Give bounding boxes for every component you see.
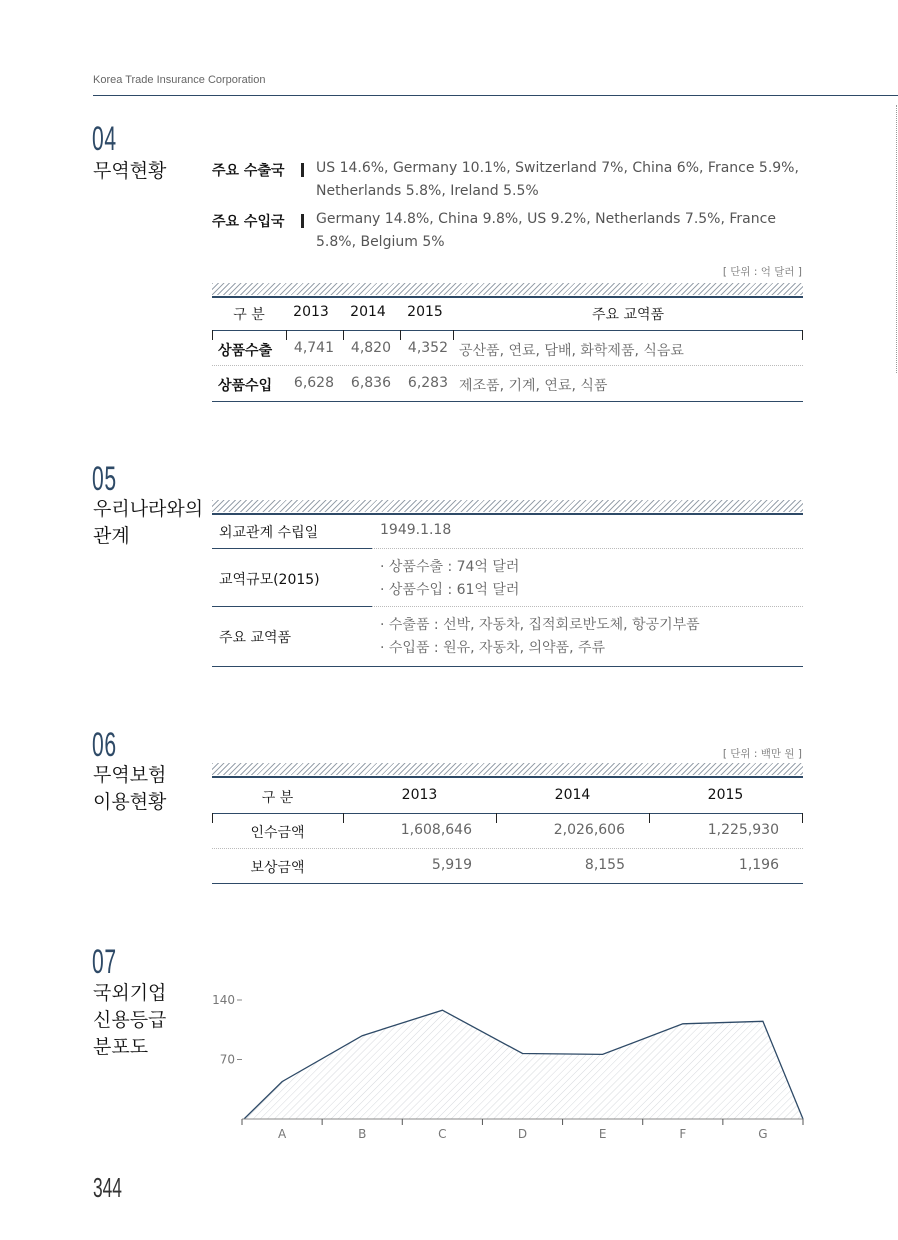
x-axis-category-label: C: [438, 1127, 447, 1141]
table-04-header-category: 구 분: [233, 307, 265, 323]
relation-row2-value: · 상품수출 : 74억 달러 · 상품수입 : 61억 달러: [380, 559, 520, 598]
section-04-title: 무역현황: [93, 160, 167, 182]
section-05-title: 우리나라와의 관계: [93, 498, 204, 547]
relation-row1-value: 1949.1.18: [380, 522, 452, 538]
relation-row3-label: 주요 교역품: [219, 630, 292, 646]
section-04-number: 04: [92, 120, 117, 158]
x-axis-category-label: D: [517, 1127, 528, 1141]
x-axis-category-label: G: [758, 1127, 768, 1141]
table-04-row2-label: 상품수입: [218, 378, 273, 394]
section-06-title: 무역보험 이용현황: [93, 764, 167, 813]
table-04-row2-2015: 6,283: [407, 375, 448, 391]
chart-area-fill: [244, 1010, 803, 1119]
table-04-row1-items: 공산품, 연료, 담배, 화학제품, 식음료: [459, 343, 684, 359]
relation-row2-label: 교역규모(2015): [219, 572, 320, 588]
table-06-row1-2015: 1,225,930: [707, 822, 779, 838]
table-04-row1-label: 상품수출: [218, 343, 273, 359]
table-04-header-2013: 2013: [293, 304, 329, 320]
table-06-header-category: 구 분: [261, 790, 294, 806]
section-05-number: 05: [92, 460, 117, 498]
x-axis-category-label: F: [679, 1127, 687, 1141]
table-04-row2-2014: 6,836: [350, 375, 391, 391]
table-06-row1-2013: 1,608,646: [400, 822, 472, 838]
section-06-number: 06: [92, 726, 117, 764]
table-04-row2-items: 제조품, 기계, 연료, 식품: [459, 378, 608, 394]
table-06-row2-2013: 5,919: [431, 857, 472, 873]
table-06-row1-2014: 2,026,606: [553, 822, 625, 838]
section-07-number: 07: [92, 943, 117, 981]
exports-value: US 14.6%, Germany 10.1%, Switzerland 7%, China 6%, France 5.9%, Netherlands 5.8%, Ireland 5.5%: [316, 160, 799, 199]
table-06-header-2015: 2015: [707, 787, 744, 803]
table-04-unit: [ 단위 : 억 달러 ]: [722, 266, 802, 278]
table-04-row1-2015: 4,352: [407, 340, 448, 356]
table-04-header-2015: 2015: [407, 304, 443, 320]
table-06-unit: [ 단위 : 백만 원 ]: [722, 748, 802, 760]
relation-row1-label: 외교관계 수립일: [219, 525, 319, 541]
table-04-row2-2013: 6,628: [293, 375, 334, 391]
page-number: 344: [93, 1172, 122, 1203]
header-org-name: Korea Trade Insurance Corporation: [93, 74, 266, 86]
table-04-header-2014: 2014: [350, 304, 386, 320]
y-axis-tick-label: 70: [219, 1052, 235, 1067]
table-04-header-items: 주요 교역품: [591, 307, 665, 323]
table-04-row1-2014: 4,820: [350, 340, 391, 356]
table-06-header-2014: 2014: [554, 787, 591, 803]
y-axis-tick-label: 140: [212, 993, 235, 1007]
exports-label: 주요 수출국: [212, 163, 285, 179]
x-axis-category-label: E: [598, 1127, 607, 1141]
table-06-row2-2015: 1,196: [738, 857, 779, 873]
table-06-row1-label: 인수금액: [250, 825, 305, 841]
imports-value: Germany 14.8%, China 9.8%, US 9.2%, Netherlands 7.5%, France 5.8%, Belgium 5%: [316, 211, 776, 250]
table-06-header-2013: 2013: [401, 787, 438, 803]
table-06-row2-2014: 8,155: [584, 857, 625, 873]
table-06-row2-label: 보상금액: [250, 860, 305, 876]
relation-row3-value: · 수출품 : 선박, 자동차, 집적회로반도체, 항공기부품 · 수입품 : 원유, 자동차, 의약품, 주류: [380, 617, 700, 656]
imports-label: 주요 수입국: [212, 214, 285, 230]
section-07-title: 국외기업 신용등급 분포도: [93, 982, 167, 1058]
table-04-row1-2013: 4,741: [293, 340, 334, 356]
x-axis-category-label: B: [358, 1127, 367, 1141]
x-axis-category-label: A: [277, 1127, 287, 1141]
